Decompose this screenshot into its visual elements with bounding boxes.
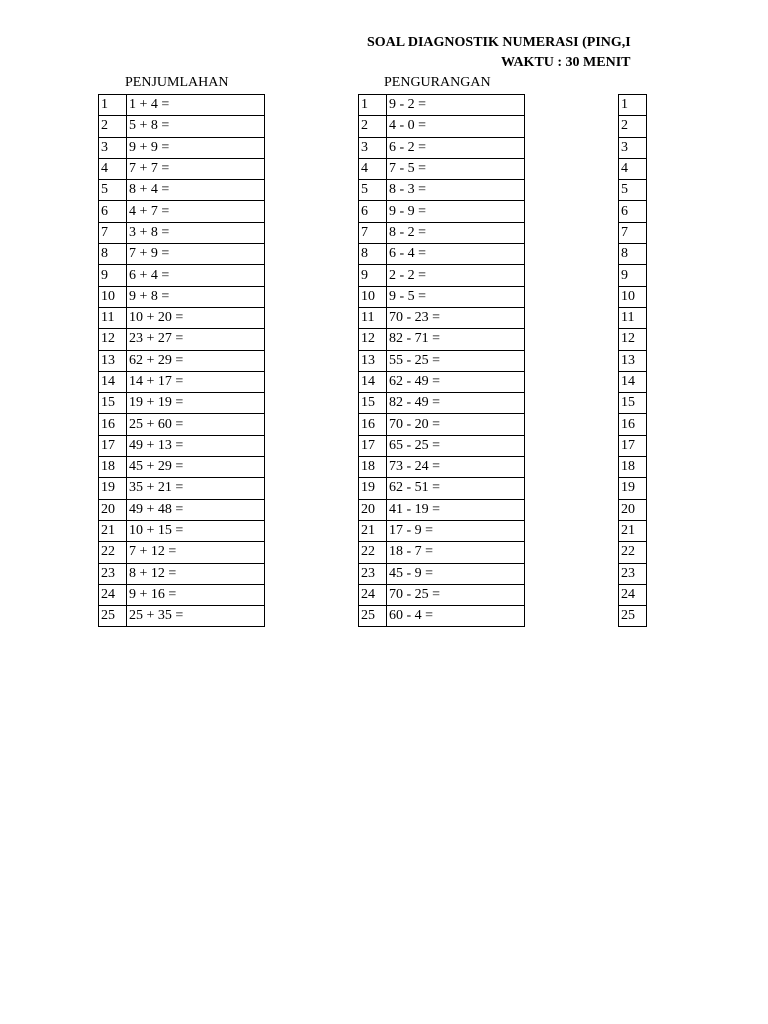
table-row: [359, 265, 525, 286]
question-number: 3: [359, 137, 387, 158]
table-row: [359, 520, 525, 541]
question-number: 19: [359, 478, 387, 499]
table-row: [359, 350, 525, 371]
table-row: [359, 137, 525, 158]
question-number: 11: [99, 307, 127, 328]
table-row: [359, 563, 525, 584]
table-row: [99, 563, 265, 584]
question-number: 19: [99, 478, 127, 499]
question-number: 6: [99, 201, 127, 222]
question-number: 22: [359, 542, 387, 563]
table-row: [99, 542, 265, 563]
table-row: [99, 329, 265, 350]
question-expression: 41 - 19 =: [387, 499, 525, 520]
table-row: [99, 393, 265, 414]
table-row: [359, 286, 525, 307]
table-row: [619, 286, 647, 307]
question-expression: 14 + 17 =: [127, 371, 265, 392]
table-row: [619, 201, 647, 222]
question-number: 7: [619, 222, 647, 243]
table-row: [619, 457, 647, 478]
table-row: [99, 435, 265, 456]
question-number: 10: [359, 286, 387, 307]
table-row: [359, 542, 525, 563]
table-row: [99, 478, 265, 499]
table-row: [619, 478, 647, 499]
table-row: [359, 478, 525, 499]
question-number: 10: [99, 286, 127, 307]
question-number: 16: [619, 414, 647, 435]
question-number: 20: [359, 499, 387, 520]
question-number: 4: [99, 158, 127, 179]
question-expression: 9 + 8 =: [127, 286, 265, 307]
question-number: 12: [619, 329, 647, 350]
table-row: [619, 244, 647, 265]
question-number: 21: [99, 520, 127, 541]
question-expression: 9 - 5 =: [387, 286, 525, 307]
table-row: [359, 435, 525, 456]
question-number: 9: [619, 265, 647, 286]
table-row: [619, 95, 647, 116]
table-row: [359, 244, 525, 265]
table-row: [359, 499, 525, 520]
question-expression: 18 - 7 =: [387, 542, 525, 563]
table-row: [619, 116, 647, 137]
question-expression: 7 - 5 =: [387, 158, 525, 179]
table-row: [619, 265, 647, 286]
question-expression: 6 + 4 =: [127, 265, 265, 286]
question-expression: 10 + 20 =: [127, 307, 265, 328]
question-expression: 23 + 27 =: [127, 329, 265, 350]
question-number: 8: [619, 244, 647, 265]
table-row: [619, 158, 647, 179]
question-number: 11: [619, 307, 647, 328]
section-label-penjumlahan: PENJUMLAHAN: [125, 75, 229, 90]
question-expression: 70 - 20 =: [387, 414, 525, 435]
table-row: [619, 520, 647, 541]
table-row: [99, 606, 265, 627]
table-row: [99, 286, 265, 307]
question-expression: 9 - 2 =: [387, 95, 525, 116]
table-row: [99, 180, 265, 201]
table-row: [99, 457, 265, 478]
question-expression: 8 + 4 =: [127, 180, 265, 201]
question-number: 21: [619, 520, 647, 541]
table-row: [359, 222, 525, 243]
table-row: [359, 201, 525, 222]
question-number: 5: [99, 180, 127, 201]
table-row: [619, 414, 647, 435]
question-number: 23: [99, 563, 127, 584]
question-number: 11: [359, 307, 387, 328]
table-row: [359, 606, 525, 627]
question-number: 23: [619, 563, 647, 584]
question-expression: 9 - 9 =: [387, 201, 525, 222]
question-number: 1: [619, 95, 647, 116]
question-number: 24: [359, 584, 387, 605]
question-expression: 2 - 2 =: [387, 265, 525, 286]
question-number: 18: [359, 457, 387, 478]
page-title: SOAL DIAGNOSTIK NUMERASI (PING,I: [367, 35, 631, 50]
table-row: [359, 180, 525, 201]
question-number: 17: [99, 435, 127, 456]
question-expression: 4 + 7 =: [127, 201, 265, 222]
table-row: [359, 457, 525, 478]
question-number: 3: [99, 137, 127, 158]
table-row: [619, 329, 647, 350]
table-row: [359, 393, 525, 414]
question-number: 16: [359, 414, 387, 435]
table-row: [99, 95, 265, 116]
question-expression: 55 - 25 =: [387, 350, 525, 371]
question-number: 22: [619, 542, 647, 563]
question-expression: 45 + 29 =: [127, 457, 265, 478]
section-label-pengurangan: PENGURANGAN: [384, 75, 491, 90]
question-number: 19: [619, 478, 647, 499]
question-number: 23: [359, 563, 387, 584]
question-number: 9: [359, 265, 387, 286]
question-number: 20: [99, 499, 127, 520]
question-expression: 62 - 49 =: [387, 371, 525, 392]
question-number: 1: [99, 95, 127, 116]
question-expression: 35 + 21 =: [127, 478, 265, 499]
question-number: 9: [99, 265, 127, 286]
question-expression: 7 + 7 =: [127, 158, 265, 179]
time-limit: WAKTU : 30 MENIT: [501, 55, 631, 70]
question-number: 22: [99, 542, 127, 563]
question-number: 2: [99, 116, 127, 137]
table-row: [99, 307, 265, 328]
table-row: [619, 542, 647, 563]
question-expression: 6 - 4 =: [387, 244, 525, 265]
question-number: 14: [99, 371, 127, 392]
question-number: 25: [99, 606, 127, 627]
table-row: [99, 222, 265, 243]
table-row: [99, 350, 265, 371]
question-expression: 70 - 25 =: [387, 584, 525, 605]
question-number: 15: [359, 393, 387, 414]
table-row: [99, 244, 265, 265]
question-number: 14: [359, 371, 387, 392]
table-row: [99, 158, 265, 179]
question-expression: 8 - 2 =: [387, 222, 525, 243]
table-row: [619, 584, 647, 605]
table-row: [619, 435, 647, 456]
table-row: [359, 158, 525, 179]
question-number: 12: [359, 329, 387, 350]
table-row: [359, 371, 525, 392]
table-row: [619, 499, 647, 520]
table-row: [619, 350, 647, 371]
question-expression: 8 + 12 =: [127, 563, 265, 584]
question-expression: 82 - 49 =: [387, 393, 525, 414]
question-number: 25: [359, 606, 387, 627]
question-number: 6: [359, 201, 387, 222]
question-number: 17: [359, 435, 387, 456]
table-row: [99, 414, 265, 435]
table-row: [99, 137, 265, 158]
table-row: [359, 95, 525, 116]
table-row: [619, 393, 647, 414]
subtraction-table: [358, 94, 525, 627]
question-number: 21: [359, 520, 387, 541]
table-row: [99, 584, 265, 605]
table-row: [99, 201, 265, 222]
question-number: 13: [619, 350, 647, 371]
table-row: [619, 137, 647, 158]
question-expression: 62 - 51 =: [387, 478, 525, 499]
question-number: 2: [619, 116, 647, 137]
question-number: 24: [99, 584, 127, 605]
question-number: 13: [99, 350, 127, 371]
question-expression: 6 - 2 =: [387, 137, 525, 158]
table-row: [99, 371, 265, 392]
question-number: 20: [619, 499, 647, 520]
question-number: 5: [619, 180, 647, 201]
question-number: 4: [619, 158, 647, 179]
question-expression: 19 + 19 =: [127, 393, 265, 414]
table-row: [359, 329, 525, 350]
question-number: 12: [99, 329, 127, 350]
question-number: 13: [359, 350, 387, 371]
question-number: 15: [99, 393, 127, 414]
question-expression: 7 + 12 =: [127, 542, 265, 563]
table-row: [619, 222, 647, 243]
question-expression: 49 + 48 =: [127, 499, 265, 520]
question-number: 6: [619, 201, 647, 222]
question-number: 8: [359, 244, 387, 265]
table-row: [619, 180, 647, 201]
question-expression: 1 + 4 =: [127, 95, 265, 116]
question-number: 24: [619, 584, 647, 605]
question-expression: 3 + 8 =: [127, 222, 265, 243]
question-expression: 82 - 71 =: [387, 329, 525, 350]
question-number: 18: [99, 457, 127, 478]
question-expression: 60 - 4 =: [387, 606, 525, 627]
question-expression: 7 + 9 =: [127, 244, 265, 265]
table-row: [99, 499, 265, 520]
table-row: [619, 371, 647, 392]
question-number: 25: [619, 606, 647, 627]
question-expression: 49 + 13 =: [127, 435, 265, 456]
table-row: [359, 116, 525, 137]
table-row: [99, 265, 265, 286]
table-row: [619, 563, 647, 584]
question-number: 4: [359, 158, 387, 179]
question-number: 10: [619, 286, 647, 307]
question-expression: 5 + 8 =: [127, 116, 265, 137]
question-number: 8: [99, 244, 127, 265]
question-expression: 62 + 29 =: [127, 350, 265, 371]
question-expression: 10 + 15 =: [127, 520, 265, 541]
question-expression: 25 + 60 =: [127, 414, 265, 435]
question-expression: 9 + 9 =: [127, 137, 265, 158]
question-expression: 73 - 24 =: [387, 457, 525, 478]
question-number: 17: [619, 435, 647, 456]
table-row: [619, 307, 647, 328]
table-row: [359, 584, 525, 605]
question-expression: 25 + 35 =: [127, 606, 265, 627]
table-row: [99, 520, 265, 541]
question-expression: 65 - 25 =: [387, 435, 525, 456]
table-row: [99, 116, 265, 137]
question-number: 14: [619, 371, 647, 392]
question-expression: 8 - 3 =: [387, 180, 525, 201]
question-expression: 45 - 9 =: [387, 563, 525, 584]
question-number: 5: [359, 180, 387, 201]
question-number: 2: [359, 116, 387, 137]
question-number: 7: [99, 222, 127, 243]
table-row: [359, 307, 525, 328]
question-number: 18: [619, 457, 647, 478]
question-number: 16: [99, 414, 127, 435]
question-number: 3: [619, 137, 647, 158]
question-expression: 4 - 0 =: [387, 116, 525, 137]
table-row: [619, 606, 647, 627]
question-number: 15: [619, 393, 647, 414]
question-expression: 9 + 16 =: [127, 584, 265, 605]
addition-table: [98, 94, 265, 627]
question-expression: 17 - 9 =: [387, 520, 525, 541]
question-number: 7: [359, 222, 387, 243]
table-row: [359, 414, 525, 435]
question-expression: 70 - 23 =: [387, 307, 525, 328]
question-number: 1: [359, 95, 387, 116]
third-table: [618, 94, 647, 627]
